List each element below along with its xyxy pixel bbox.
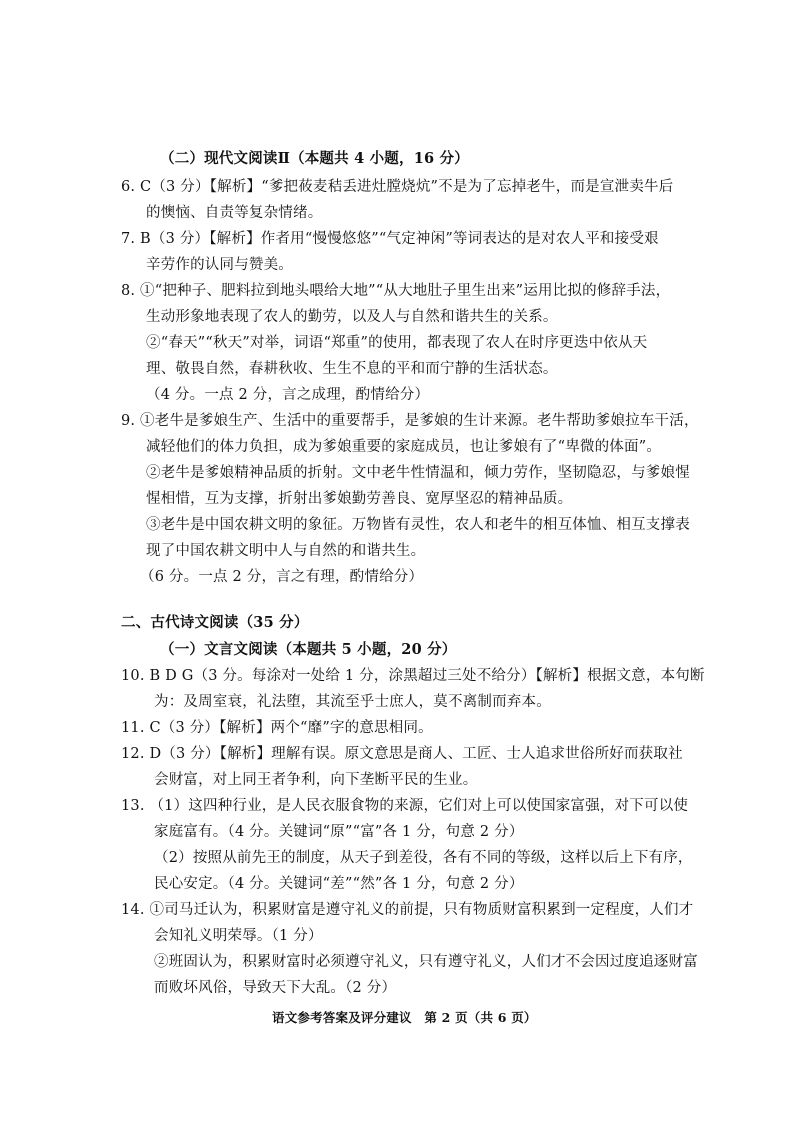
answer-q7-line-1: 7. B（3 分）【解析】作者用“慢慢悠悠”“气定神闲”等词表达的是对农人平和接受艰	[121, 231, 659, 247]
answer-q8-line-4: 理、敬畏自然，春耕秋收、生生不息的平和而宁静的生活状态。	[146, 361, 558, 377]
answer-q11-line-1: 11. C（3 分）【解析】两个“靡”字的意思相同。	[121, 720, 433, 736]
section-heading-classical-prose: （一）文言文阅读（本题共 5 小题，20 分）	[160, 641, 457, 658]
answer-q13-line-4: 民心安定。（4 分。关键词“差”“然”各 1 分，句意 2 分）	[154, 876, 524, 892]
answer-q9-line-5: ③老牛是中国农耕文明的象征。万物皆有灵性，农人和老牛的相互体恤、相互支撑表	[146, 517, 690, 533]
page-footer: 语文参考答案及评分建议 第 2 页（共 6 页）	[272, 1010, 537, 1025]
answer-q13-line-2: 家庭富有。（4 分。关键词“原”“富”各 1 分，句意 2 分）	[154, 824, 524, 840]
answer-q8-line-1: 8. ①“把种子、肥料拉到地头喂给大地”“从大地肚子里生出来”运用比拟的修辞手法，	[121, 283, 671, 299]
part-heading-classical: 二、古代诗文阅读（35 分）	[121, 614, 309, 631]
answer-q8-scoring-note: （4 分。一点 2 分，言之成理，酌情给分）	[146, 387, 430, 403]
answer-q14-line-3: ②班固认为，积累财富时必须遵守礼义，只有遵守礼义，人们才不会因过度追逐财富	[154, 954, 698, 970]
answer-q7-line-2: 辛劳作的认同与赞美。	[146, 257, 293, 273]
answer-q13-line-3: （2）按照从前先王的制度，从天子到差役，各有不同的等级，这样以后上下有序，	[154, 850, 693, 866]
answer-q9-line-6: 现了中国农耕文明中人与自然的和谐共生。	[146, 543, 426, 559]
answer-q9-line-2: 减轻他们的体力负担，成为爹娘重要的家庭成员，也让爹娘有了“卑微的体面”。	[146, 439, 662, 455]
answer-q6-line-1: 6. C（3 分）【解析】“爹把莜麦秸丢进灶膛烧炕”不是为了忘掉老牛，而是宣泄卖牛后	[121, 179, 674, 195]
answer-q9-line-3: ②老牛是爹娘精神品质的折射。文中老牛性情温和，倾力劳作，坚韧隐忍，与爹娘惺	[146, 465, 690, 481]
section-heading-modern-reading-2: （二）现代文阅读Ⅱ（本题共 4 小题，16 分）	[160, 150, 469, 167]
answer-q10-line-2: 为：及周室衰，礼法堕，其流至乎士庶人，莫不离制而弃本。	[154, 694, 551, 710]
answer-q9-scoring-note: （6 分。一点 2 分，言之有理，酌情给分）	[140, 569, 424, 585]
answer-q14-line-1: 14. ①司马迁认为，积累财富是遵守礼义的前提，只有物质财富积累到一定程度，人们才	[121, 902, 694, 918]
answer-q14-line-4: 而败坏风俗，导致天下大乱。（2 分）	[154, 980, 397, 996]
answer-q9-line-4: 惺相惜，互为支撑，折射出爹娘勤劳善良、宽厚坚忍的精神品质。	[146, 491, 573, 507]
answer-q10-line-1: 10. B D G（3 分。每涂对一处给 1 分，涂黑超过三处不给分）【解析】根据文意，本句断	[121, 668, 705, 684]
answer-q9-line-1: 9. ①老牛是爹娘生产、生活中的重要帮手，是爹娘的生计来源。老牛帮助爹娘拉车干活，	[121, 413, 699, 429]
answer-q8-line-2: 生动形象地表现了农人的勤劳，以及人与自然和谐共生的关系。	[146, 309, 558, 325]
answer-q8-line-3: ②“春天”“秋天”对举，词语“郑重”的使用，都表现了农人在时序更迭中依从天	[146, 335, 648, 351]
answer-q13-line-1: 13. （1）这四种行业，是人民衣服食物的来源，它们对上可以使国家富强，对下可以使	[121, 798, 689, 814]
answer-q14-line-2: 会知礼义明荣辱。（1 分）	[154, 928, 323, 944]
answer-q12-line-2: 会财富，对上同王者争利，向下垄断平民的生业。	[154, 772, 478, 788]
answer-q6-line-2: 的懊恼、自责等复杂情绪。	[146, 205, 323, 221]
answer-q12-line-1: 12. D（3 分）【解析】理解有误。原文意思是商人、工匠、士人追求世俗所好而获取社	[121, 746, 683, 762]
